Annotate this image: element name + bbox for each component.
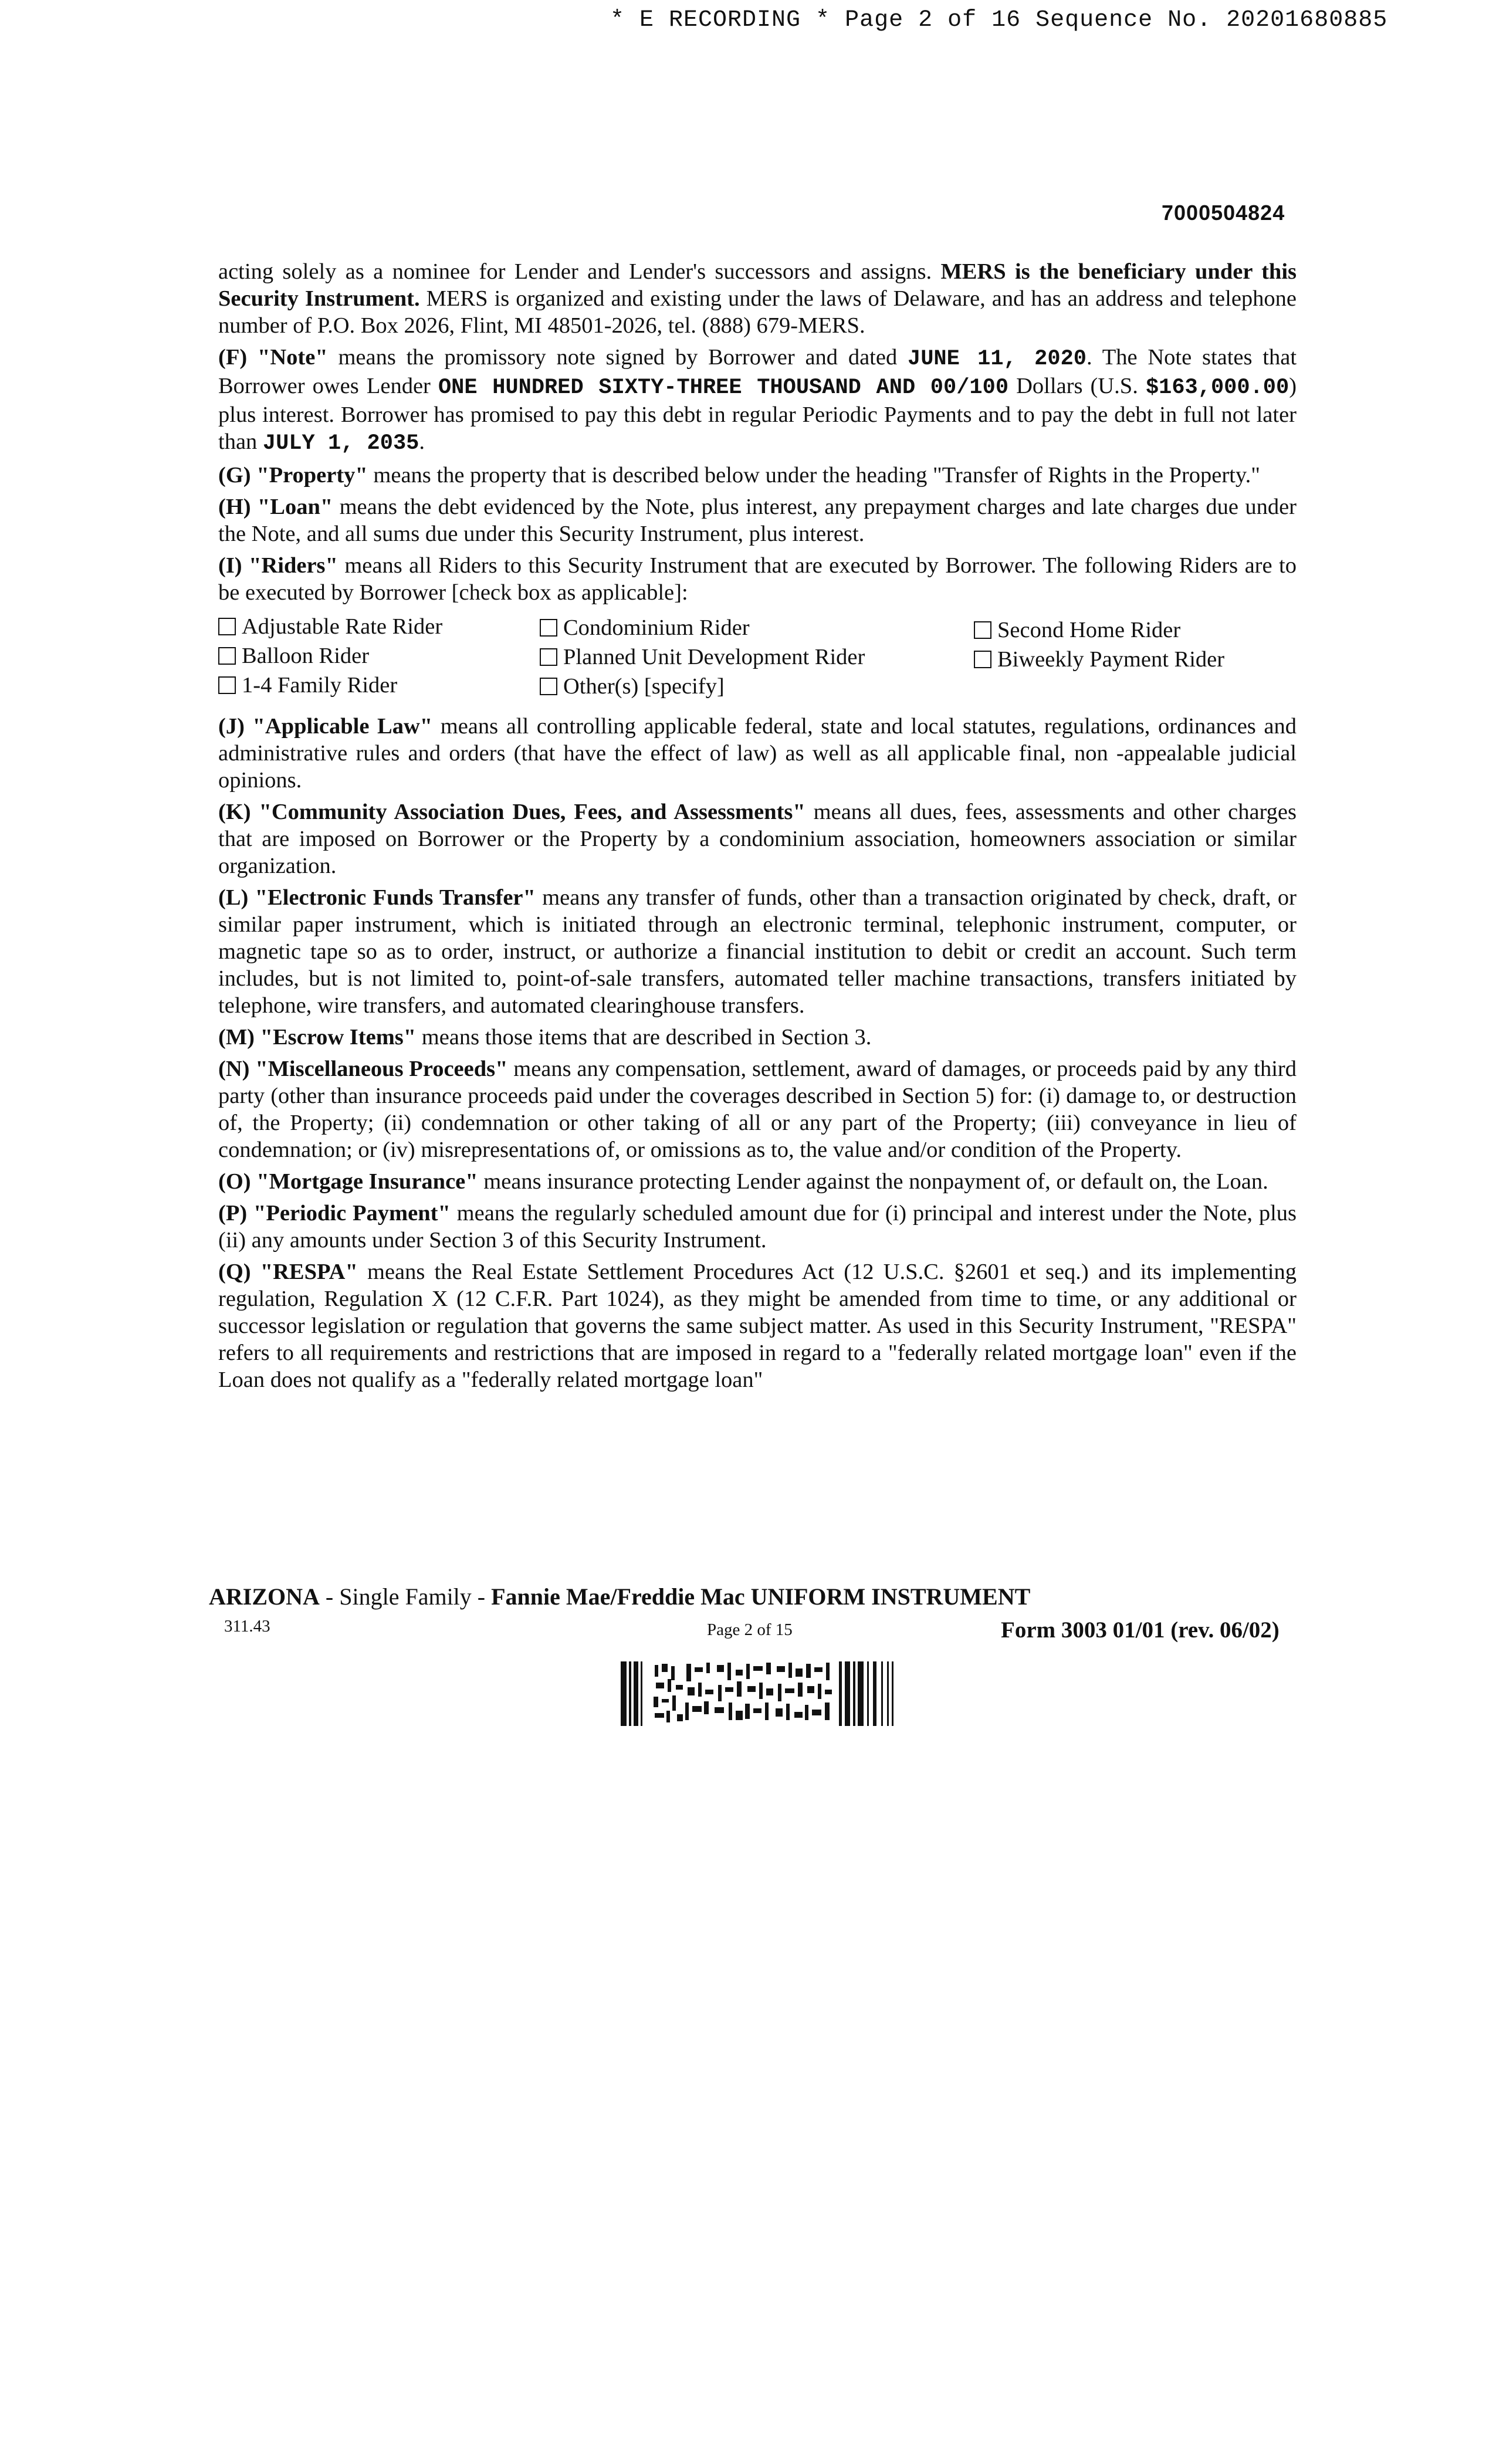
paragraph-i-riders: (I) "Riders" means all Riders to this Security Instrument that are executed by Borrower. The following Riders are to be executed by Borrower [check box as applicable]: [218,553,1297,605]
checkbox-icon[interactable] [540,619,557,637]
maturity-date: JULY 1, 2035 [262,431,419,456]
checkbox-icon[interactable] [218,647,236,665]
paragraph-k-community-association: (K) "Community Association Dues, Fees, and Assessments" means all dues, fees, assessments and other charges that are imposed on Borrower or the Property by a condominium association, homeowners association or similar organization. [218,800,1297,878]
checkbox-icon[interactable] [540,678,557,695]
rider-balloon[interactable]: Balloon Rider [218,642,369,669]
paragraph-p-periodic-payment: (P) "Periodic Payment" means the regularly scheduled amount due for (i) principal and interest under the Note, plus (ii) any amounts under Section 3 of this Security Instrument. [218,1201,1297,1253]
rider-adjustable-rate[interactable]: Adjustable Rate Rider [218,613,442,640]
loan-amount: $163,000.00 [1145,375,1289,400]
footer-code: 311.43 [224,1617,270,1636]
checkbox-icon[interactable] [218,618,236,635]
paragraph-l-electronic-funds: (L) "Electronic Funds Transfer" means any transfer of funds, other than a transaction originated by check, draft, or similar paper instrument, which is initiated through an electronic terminal, telephonic instrument, computer, or magnetic tape so as to order, instruct, or authorize a financial institution to debit or credit an account. Such term includes, but is not limited to, point-of-sale transfers, automated teller machine transactions, transfers initiated by telephone, wire transfers, and automated clearinghouse transfers. [218,885,1297,1018]
footer-page-number: Page 2 of 15 [707,1620,793,1639]
recording-header: * E RECORDING * Page 2 of 16 Sequence No. 20201680885 [610,7,1388,33]
paragraph-mers: acting solely as a nominee for Lender and Lender's successors and assigns. MERS is the beneficiary under this Security Instrument. MERS is organized and existing under the laws of Delaware, and has an address and telephone number of P.O. Box 2026, Flint, MI 48501-2026, tel. (888) 679-MERS. [218,259,1297,338]
paragraph-o-mortgage-insurance: (O) "Mortgage Insurance" means insurance protecting Lender against the nonpayment of, or default on, the Loan. [218,1169,1268,1194]
rider-second-home[interactable]: Second Home Rider [974,617,1180,644]
paragraph-n-misc-proceeds: (N) "Miscellaneous Proceeds" means any compensation, settlement, award of damages, or proceeds paid by any third party (other than insurance proceeds paid under the coverages described in Section 5) for: (i) damage to, or destruction of, the Property; (ii) condemnation or other taking of all or any part of the Property; (iii) conveyance in lieu of condemnation; or (iv) misrepresentations of, or omissions as to, the value and/or condition of the Property. [218,1057,1297,1162]
barcode-icon [621,1661,895,1726]
document-number: 7000504824 [1162,201,1285,225]
paragraph-q-respa: (Q) "RESPA" means the Real Estate Settlement Procedures Act (12 U.S.C. §2601 et seq.) and its implementing regulation, Regulation X (12 C.F.R. Part 1024), as they might be amended from time to time, or any additional or successor legislation or regulation that governs the same subject matter. As used in this Security Instrument, "RESPA" refers to all requirements and restrictions that are imposed in regard to a "federally related mortgage loan" even if the Loan does not qualify as a "federally related mortgage loan" [218,1260,1297,1392]
note-date: JUNE 11, 2020 [908,347,1087,371]
term-label: (F) "Note" [218,345,328,370]
checkbox-icon[interactable] [218,676,236,694]
paragraph-f-note: (F) "Note" means the promissory note signed by Borrower and dated JUNE 11, 2020. The Note states that Borrower owes Lender ONE HUNDRED SIXTY-THREE THOUSAND AND 00/100 Dollars (U.S. $163,000.00) plus interest. Borrower has promised to pay this debt in regular Periodic Payments and to pay the debt in full not later than JULY 1, 2035. [218,345,1297,456]
riders-checklist [218,613,1297,707]
rider-other[interactable]: Other(s) [specify] [540,673,725,700]
document-body [218,258,1297,1398]
paragraph-m-escrow-items: (M) "Escrow Items" means those items that are described in Section 3. [218,1025,872,1050]
loan-amount-words: ONE HUNDRED SIXTY-THREE THOUSAND AND 00/100 [438,375,1009,400]
checkbox-icon[interactable] [540,648,557,666]
checkbox-icon[interactable] [974,651,991,668]
rider-planned-unit-development[interactable]: Planned Unit Development Rider [540,644,865,671]
paragraph-h-loan: (H) "Loan" means the debt evidenced by the Note, plus interest, any prepayment charges and late charges due under the Note, and all sums due under this Security Instrument, plus interest. [218,495,1297,546]
rider-condominium[interactable]: Condominium Rider [540,614,750,641]
footer-instrument-title: ARIZONA - Single Family - Fannie Mae/Freddie Mac UNIFORM INSTRUMENT [209,1583,1031,1610]
paragraph-g-property: (G) "Property" means the property that is described below under the heading "Transfer of Rights in the Property." [218,463,1260,488]
paragraph-j-applicable-law: (J) "Applicable Law" means all controlling applicable federal, state and local statutes, regulations, ordinances and administrative rules and orders (that have the effect of law) as well as all applicable final, non -appealable judicial opinions. [218,714,1297,793]
footer-form-number: Form 3003 01/01 (rev. 06/02) [1001,1617,1280,1643]
checkbox-icon[interactable] [974,621,991,639]
rider-biweekly-payment[interactable]: Biweekly Payment Rider [974,646,1224,673]
rider-1-4-family[interactable]: 1-4 Family Rider [218,672,397,699]
